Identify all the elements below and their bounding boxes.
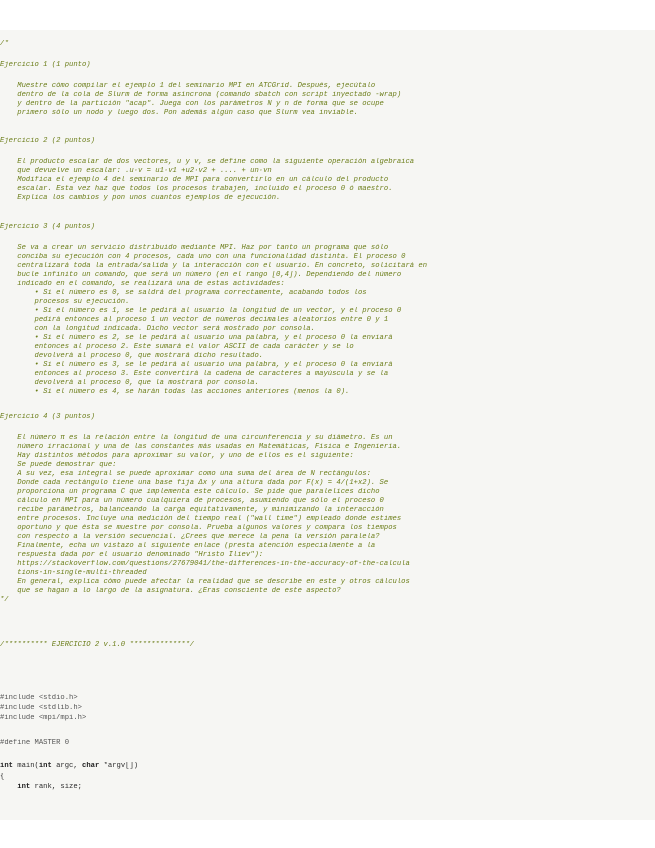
bullet-item: • Si el número es 3, se le pedirá al usuario una palabra, y el proceso 0 la enviará (0, 361, 393, 369)
comment-line: oportuno y que ésta se muestre por consola. Prueba algunos valores y compara los tiempos (0, 524, 397, 532)
comment-line: Donde cada rectángulo tiene una base fija Δx y una altura dada por F(x) = 4/(1+x2). Se (0, 479, 389, 487)
comment-line: respuesta dada por el usuario denominado "Hristo Iliev"): (0, 551, 264, 559)
comment-line: devolverá al proceso 0, que mostrará dicho resultado. (0, 352, 264, 360)
comment-line: centralizará toda la entrada/salida y la interacción con el usuario. En concreto, solicitará en (0, 262, 428, 270)
comment-line: y dentro de la partición "acap". Juega con los parámetros N y n de forma que se ocupe (0, 100, 384, 108)
comment-line: devolverá al proceso 0, que la mostrará por consola. (0, 379, 259, 387)
comment-line: conciba su ejecución con 4 procesos, cada uno con una funcionalidad distinta. El proceso 0 (0, 253, 406, 261)
exercise-heading: Ejercicio 2 (2 puntos) (0, 137, 95, 145)
comment-line: entonces al proceso 2. Éste sumará el valor ASCII de cada carácter y se lo (0, 343, 354, 351)
code-block (0, 30, 655, 820)
bullet-item: • Si el número es 0, se saldrá del programa correctamente, acabando todos los (0, 289, 367, 297)
keyword: char (82, 762, 100, 770)
url-text: tions-in-single-multi-threaded (0, 569, 147, 577)
url-text: En general, explica cómo puede afectar la realidad que se describe en este y otros cálculos (0, 578, 410, 586)
comment-line: Modifica el ejemplo 4 del seminario de MPI para convertirlo en un cálculo del producto (0, 176, 389, 184)
keyword: int (38, 762, 52, 770)
comment-line: proporciona un programa C que implementa este cálculo. Se pide que paralelices dicho (0, 488, 380, 496)
bullet-item: • Si el número es 4, se harán todas las acciones anteriores (menos la 0). (0, 388, 350, 396)
define-line: #define MASTER 0 (0, 739, 70, 747)
code-token: argc, (51, 762, 82, 770)
exercise-heading: Ejercicio 3 (4 puntos) (0, 223, 95, 231)
keyword: int (0, 762, 13, 770)
comment-line: Muestre cómo compilar el ejemplo 1 del seminario MPI en ATCGrid. Después, ejecútalo (0, 82, 376, 90)
bullet-item: • Si el número es 1, se le pedirá al usuario la longitud de un vector, y el proceso 0 (0, 307, 402, 315)
comment-line: dentro de la cola de Slurm de forma asíncrona (comando sbatch con script inyectado -wrap) (0, 91, 402, 99)
comment-line: */ (0, 596, 9, 604)
comment-line: con respecto a la versión secuencial. ¿Crees que merece la pena la versión paralela? (0, 533, 380, 541)
comment-line: Se va a crear un servicio distribuido mediante MPI. Haz por tanto un programa que sólo (0, 244, 389, 252)
comment-line: entonces al proceso 3. Éste convertirá la cadena de caracteres a mayúscula y se la (0, 370, 389, 378)
comment-line: https://stackoverflow.com/questions/27679041/the-differences-in-the-accuracy-of-the-calcula (0, 560, 410, 568)
comment-line: A su vez, esa integral se puede aproximar como una suma del área de N rectángulos: (0, 470, 371, 478)
comment-line: /********** EJERCICIO 2 v.1.0 **************/ (0, 641, 195, 649)
comment-line: cálculo en MPI para un número cualquiera de procesos, asumiendo que sólo el proceso 0 (0, 497, 384, 505)
comment-line: Se puede demostrar que: (0, 461, 117, 469)
comment-line: que devuelve un escalar: .u·v = u1·v1 +u2·v2 + .... + un·vn (0, 167, 272, 175)
exercise-heading: Ejercicio 4 (3 puntos) (0, 413, 95, 421)
bullet-item: • Si el número es 2, se le pedirá al usuario una palabra, y el proceso 0 la enviará (0, 334, 393, 342)
comment-line: indicado en el comando, se realizará una de estas actividades: (0, 280, 285, 288)
include-line: #include <stdio.h> (0, 694, 78, 702)
code-token: main( (12, 762, 39, 770)
exercise-heading: Ejercicio 1 (1 punto) (0, 61, 91, 69)
comment-line: entre procesos. Incluye una medición del tiempo real ("wall time") empleado donde estimes (0, 515, 402, 523)
comment-line: bucle infinito un comando, que será un número (en el rango [0,4]). Dependiendo del número (0, 271, 402, 279)
include-line: #include <mpi/mpi.h> (0, 714, 87, 722)
main-signature (0, 762, 655, 771)
comment-line: con la longitud indicada. Dicho vector será mostrado por consola. (0, 325, 315, 333)
code-token: *argv[]) (99, 762, 139, 770)
comment-line: El producto escalar de dos vectores, u y v, se define como la siguiente operación algebraica (0, 158, 415, 166)
open-brace: { (0, 773, 5, 781)
comment-line: primero sólo un nodo y luego dos. Pon además algún caso que Slurm vea inviable. (0, 109, 358, 117)
comment-line: que se hagan a lo largo de la asignatura. ¿Eras consciente de este aspecto? (0, 587, 341, 595)
comment-line: Hay distintos métodos para aproximar su valor, y uno de ellos es el siguiente: (0, 452, 354, 460)
variable-declaration (0, 783, 655, 792)
comment-line: procesos su ejecución. (0, 298, 130, 306)
comment-line: número irracional y una de las constantes más usadas en Matemáticas, Física e Ingeniería. (0, 443, 402, 451)
comment-line: El número π es la relación entre la longitud de una circunferencia y su diámetro. Es un (0, 434, 393, 442)
include-line: #include <stdlib.h> (0, 704, 82, 712)
comment-line: recibe parámetros, balanceando la carga equitativamente, y minimizando la interacción (0, 506, 384, 514)
comment-line: Explica los cambios y pon unos cuantos ejemplos de ejecución. (0, 194, 281, 202)
comment-line: escalar. Esta vez haz que todos los procesos trabajen, incluido el proceso 0 ó maestro. (0, 185, 393, 193)
comment-line: Finalmente, echa un vistazo al siguiente enlace (presta atención especialmente a la (0, 542, 376, 550)
comment-line: pedirá entonces al proceso 1 un vector de números decimales aleatorios entre 0 y 1 (0, 316, 389, 324)
code-token: rank, size; (30, 783, 82, 791)
comment-line: /* (0, 40, 9, 48)
keyword: int (17, 783, 31, 791)
